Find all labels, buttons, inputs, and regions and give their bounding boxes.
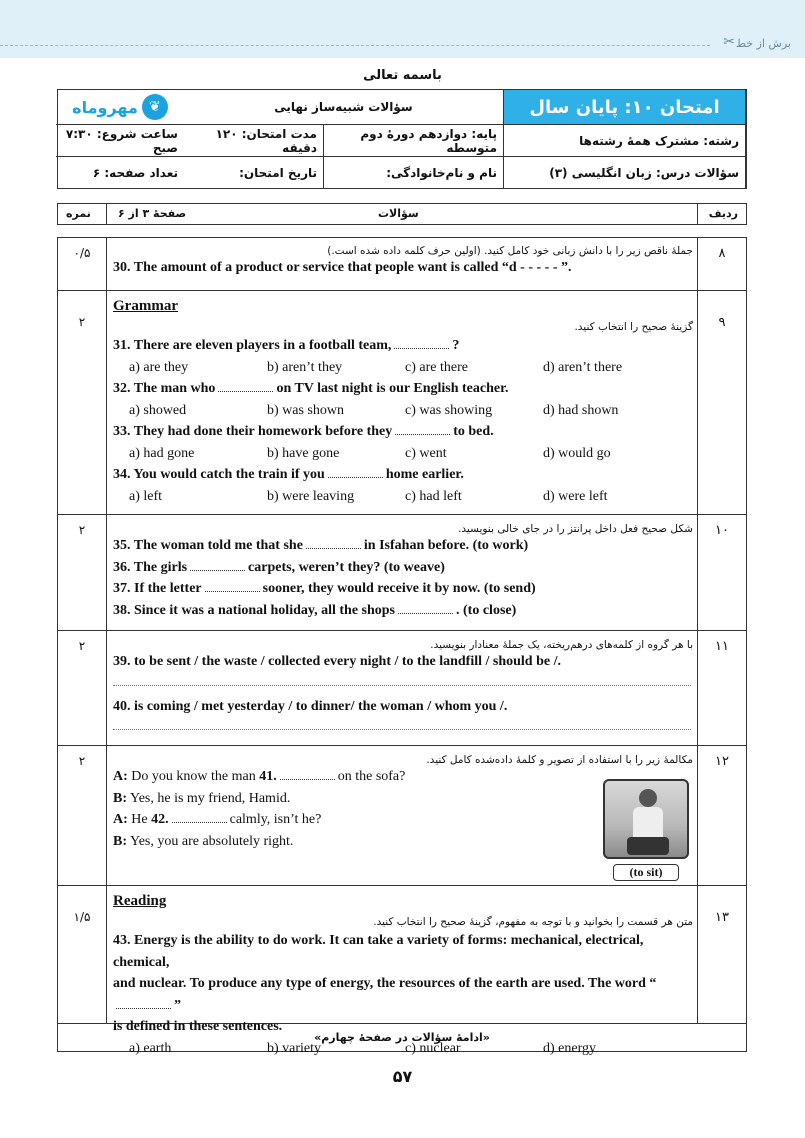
q37-text: 37. If the letter sooner, they would receive it by now. (to send) bbox=[113, 581, 536, 596]
q9-instruction: گزینهٔ صحیح را انتخاب کنید. bbox=[574, 321, 693, 333]
q40-text: 40. is coming / met yesterday / to dinner/ the woman / whom you /. bbox=[113, 698, 508, 714]
logo-text: مهروماه bbox=[72, 97, 138, 117]
bismillah: باسمه تعالی bbox=[363, 68, 442, 83]
answer-line[interactable] bbox=[113, 685, 691, 686]
q36-text: 36. The girls carpets, weren’t they? (to weave) bbox=[113, 559, 445, 575]
verb-hint: (to sit) bbox=[613, 864, 679, 881]
row-number: ۱۱ bbox=[715, 639, 729, 654]
q33-text: 33. They had done their homework before they to bed. bbox=[113, 424, 494, 439]
row-number: ۸ bbox=[718, 246, 726, 261]
scissor-icon: ✂ bbox=[723, 34, 735, 50]
q31-text: 31. There are eleven players in a football team, ? bbox=[113, 338, 460, 353]
start-time-label: ساعت شروع: ۷:۳۰ صبح bbox=[56, 125, 184, 157]
answer-line[interactable] bbox=[113, 729, 691, 730]
question-row-12 bbox=[58, 746, 746, 886]
publisher-logo bbox=[56, 90, 184, 125]
q10-instruction: شکل صحیح فعل داخل پرانتز را در جای خالی بنویسید. bbox=[458, 523, 693, 535]
exam-header bbox=[57, 89, 747, 189]
row-score: ۲ bbox=[78, 639, 86, 653]
continued-note: «ادامهٔ سؤالات در صفحهٔ چهارم» bbox=[314, 1031, 490, 1044]
questions-table bbox=[57, 237, 747, 1056]
name-label: نام و نام‌خانوادگی: bbox=[324, 157, 504, 189]
dialog-line-2: B: Yes, he is my friend, Hamid. bbox=[113, 790, 291, 806]
row-number: ۹ bbox=[718, 315, 726, 330]
q34-options: a) left b) were leaving c) had left d) were left bbox=[129, 488, 608, 504]
q8-instruction: جملهٔ ناقص زیر را با دانش زبانی خود کامل کنید. (اولین حرف کلمه داده شده است.) bbox=[327, 245, 693, 257]
col-score: نمره bbox=[66, 207, 91, 220]
grade-label: پایه: دوازدهم دورهٔ دوم متوسطه bbox=[324, 125, 504, 157]
column-header bbox=[57, 203, 747, 225]
q43-line-3: is defined in these sentences. bbox=[113, 1019, 283, 1034]
cut-label: برش از خط bbox=[735, 37, 791, 50]
top-band bbox=[0, 0, 805, 58]
exam-subtitle: سؤالات شبیه‌ساز نهایی bbox=[184, 90, 504, 125]
row-score: ۲ bbox=[78, 754, 86, 768]
exam-title: امتحان ۱۰: پایان سال bbox=[504, 90, 746, 125]
q32-text: 32. The man who on TV last night is our English teacher. bbox=[113, 381, 509, 396]
exam-date-label: تاریخ امتحان: bbox=[184, 157, 324, 189]
row-score: ۲ bbox=[78, 523, 86, 537]
dialog-line-4: B: Yes, you are absolutely right. bbox=[113, 833, 294, 849]
grammar-heading: Grammar bbox=[113, 298, 178, 314]
field-label: رشته: مشترک همهٔ رشته‌ها bbox=[504, 125, 746, 157]
subject-label: سؤالات درس: زبان انگلیسی (۳) bbox=[504, 157, 746, 189]
row-score: ۰/۵ bbox=[73, 246, 91, 260]
man-on-sofa-photo bbox=[603, 779, 689, 859]
reading-heading: Reading bbox=[113, 893, 167, 909]
q12-instruction: مکالمهٔ زیر را با استفاده از تصویر و کلمهٔ داده‌شده کامل کنید. bbox=[426, 754, 693, 766]
q34-text: 34. You would catch the train if you home earlier. bbox=[113, 467, 464, 482]
col-row: ردیف bbox=[708, 207, 738, 220]
q43-line-2: and nuclear. To produce any type of energy, the resources of the earth are used. The word “” bbox=[113, 976, 657, 1013]
q43-options: a) earth b) variety c) nuclear d) energy bbox=[129, 1040, 596, 1056]
q31-options: a) are they b) aren’t they c) are there d) aren’t there bbox=[129, 359, 623, 375]
question-row-9 bbox=[58, 291, 746, 515]
q32-options: a) showed b) was shown c) was showing d) had shown bbox=[129, 402, 619, 418]
row-score: ۱/۵ bbox=[73, 910, 91, 924]
row-number: ۱۳ bbox=[715, 910, 729, 925]
question-row-10 bbox=[58, 515, 746, 631]
dialog-line-3: A: He 42. calmly, isn’t he? bbox=[113, 812, 322, 827]
row-number: ۱۰ bbox=[715, 523, 729, 538]
col-questions: سؤالات bbox=[378, 207, 419, 220]
q39-text: 39. to be sent / the waste / collected every night / to the landfill / should be /. bbox=[113, 654, 561, 669]
row-score: ۲ bbox=[78, 315, 86, 329]
question-row-8 bbox=[58, 238, 746, 291]
q43-line-1: 43. Energy is the ability to do work. It can take a variety of forms: mechanical, electrical, chemical, bbox=[113, 933, 644, 970]
pages-label: تعداد صفحه: ۶ bbox=[92, 166, 178, 180]
col-page: صفحهٔ ۳ از ۶ bbox=[118, 207, 187, 220]
butterfly-icon: ❦ bbox=[142, 94, 168, 120]
dialog-line-1: A: Do you know the man 41. on the sofa? bbox=[113, 769, 406, 784]
q13-instruction: متن هر قسمت را بخوانید و با توجه به مفهوم، گزینهٔ صحیح را انتخاب کنید. bbox=[373, 916, 693, 928]
cut-line bbox=[0, 45, 710, 46]
duration-label: مدت امتحان: ۱۲۰ دقیقه bbox=[184, 125, 324, 157]
row-number: ۱۲ bbox=[715, 754, 729, 769]
q38-text: 38. Since it was a national holiday, all the shops . (to close) bbox=[113, 602, 517, 618]
q35-text: 35. The woman told me that she in Isfahan before. (to work) bbox=[113, 538, 529, 553]
q33-options: a) had gone b) have gone c) went d) would go bbox=[129, 445, 611, 461]
question-row-11 bbox=[58, 631, 746, 746]
page-number: ۵۷ bbox=[392, 1067, 413, 1086]
q30-text: 30. The amount of a product or service that people want is called “d - - - - - ”. bbox=[113, 260, 572, 275]
q11-instruction: با هر گروه از کلمه‌های درهم‌ریخته، یک جملهٔ معنادار بنویسید. bbox=[430, 639, 693, 651]
